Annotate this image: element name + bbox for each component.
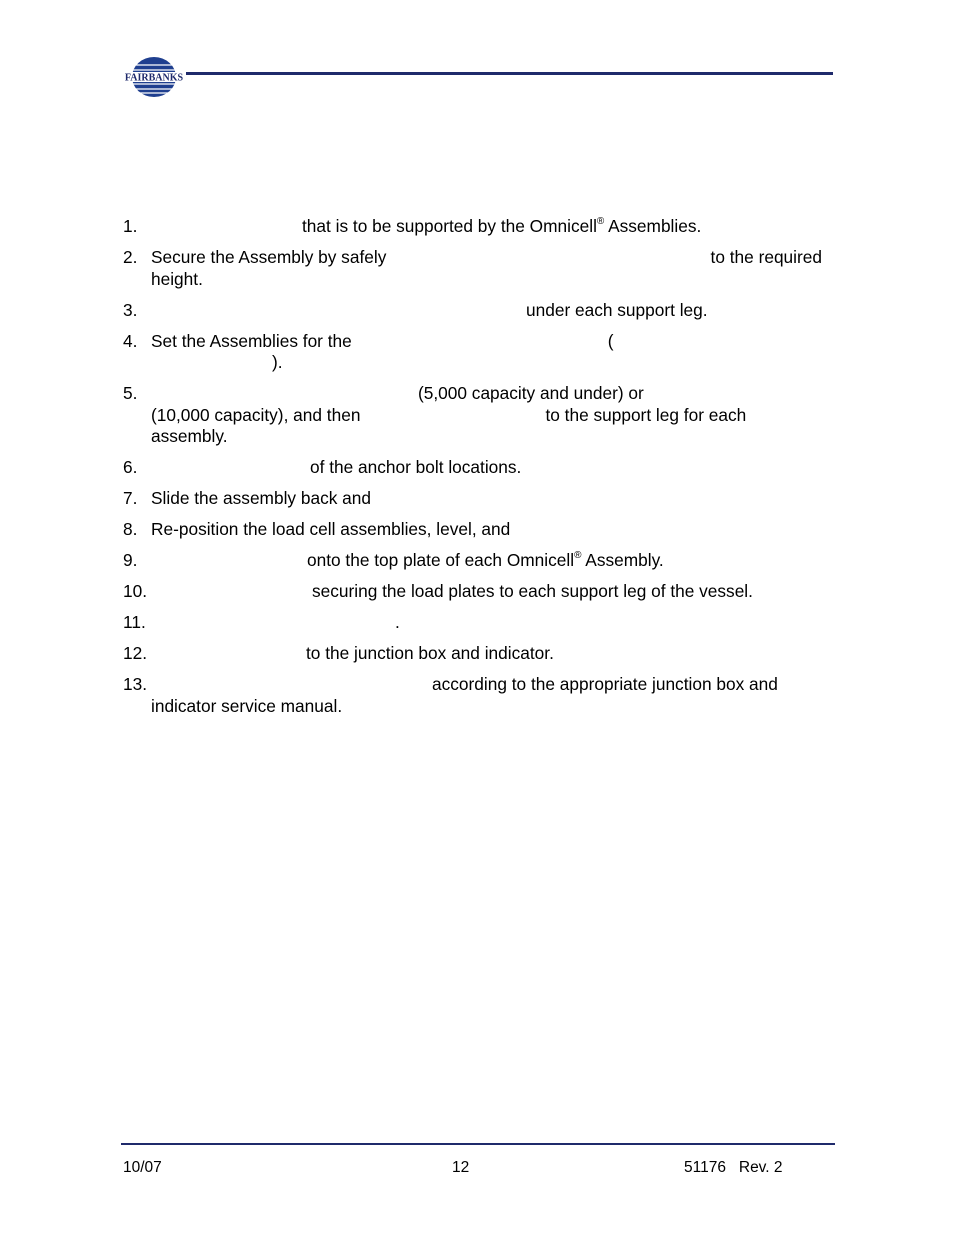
step-7: 7. Slide the assembly back and — [123, 488, 371, 508]
fairbanks-logo — [124, 55, 184, 99]
step-4: 4. Set the Assemblies for the ( ). — [123, 330, 614, 372]
step-8: 8. Re-position the load cell assemblies, level, and — [123, 519, 511, 539]
step-6: 6. of the anchor bolt locations. — [123, 457, 522, 477]
footer-doc-revision: 51176 Rev. 2 — [684, 1159, 783, 1176]
footer-page-number: 12 — [452, 1159, 470, 1176]
step-5: 5. (5,000 capacity and under) or (10,000 capacity), and then to the support leg for each assembly. — [123, 383, 747, 446]
step-12: 12. to the junction box and indicator. — [123, 643, 554, 663]
step-2: 2. Secure the Assembly by safely to the required height. — [123, 247, 822, 289]
step-11: 11. . — [123, 612, 400, 632]
logo-wordmark: FAIRBANKS — [124, 72, 184, 84]
step-9: 9. onto the top plate of each Omnicell® Assembly. — [123, 550, 664, 570]
footer-rule — [121, 1143, 835, 1145]
footer-date: 10/07 — [123, 1159, 162, 1176]
step-3: 3. under each support leg. — [123, 299, 708, 320]
procedure-steps — [123, 216, 828, 727]
header-rule — [186, 72, 833, 75]
step-1: 1. that is to be supported by the Omnicell® Assemblies. — [123, 216, 702, 236]
step-13: 13. according to the appropriate junction box and indicator service manual. — [123, 674, 778, 716]
step-10: 10. securing the load plates to each support leg of the vessel. — [123, 581, 753, 601]
